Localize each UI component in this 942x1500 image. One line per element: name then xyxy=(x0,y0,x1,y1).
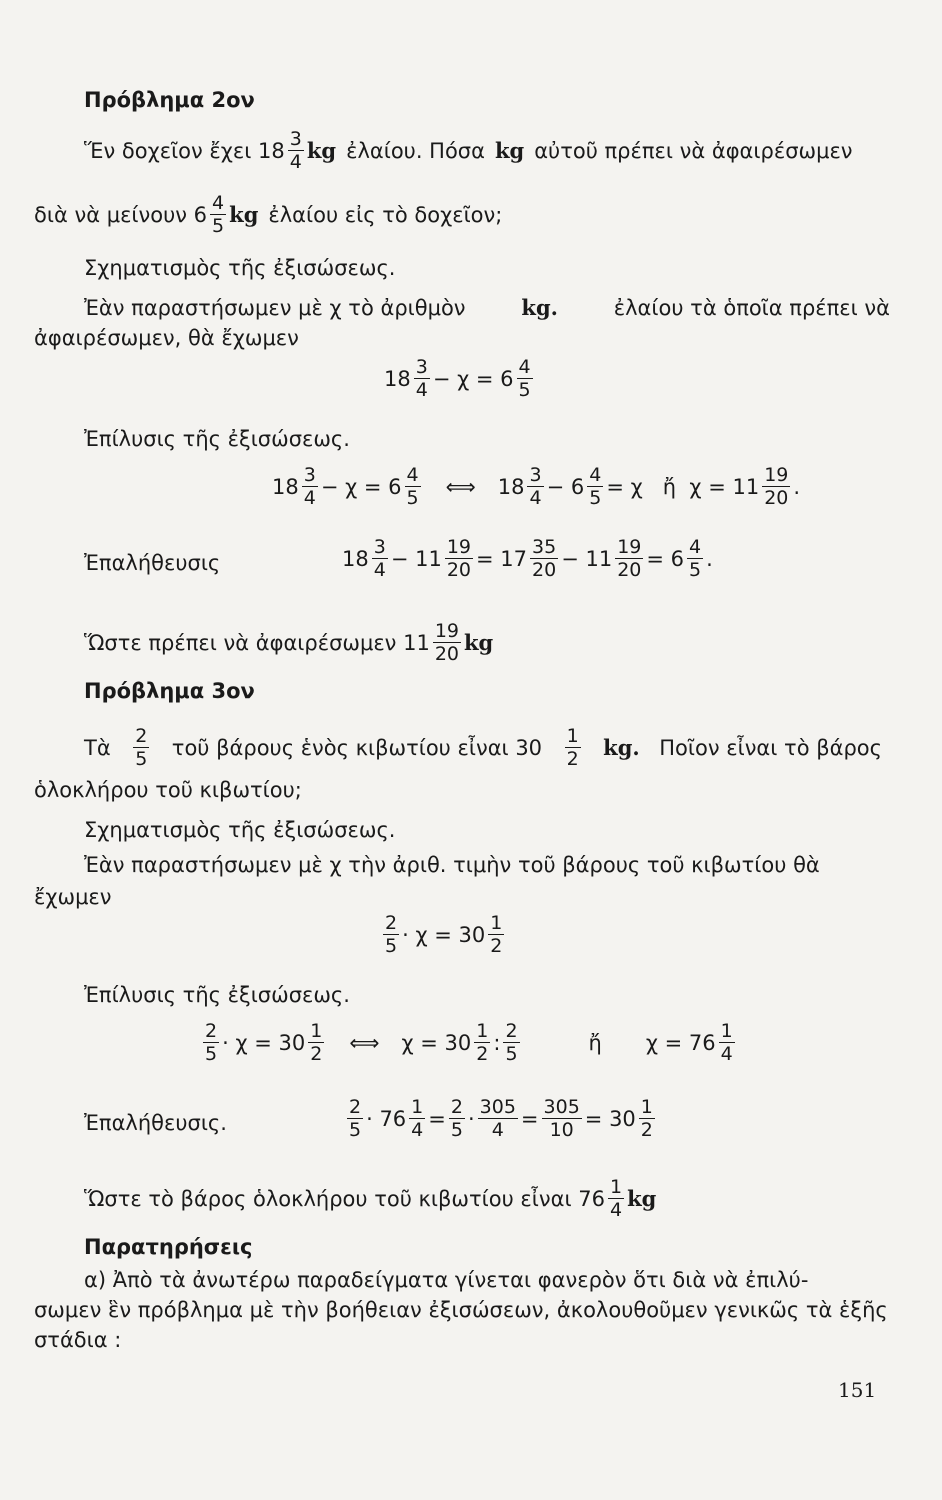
p3-l1-text-a: Τὰ xyxy=(84,735,111,760)
p3-equation xyxy=(380,912,507,957)
term: · 76 xyxy=(366,1106,407,1131)
fraction xyxy=(302,464,318,509)
numerator: 19 xyxy=(446,536,472,558)
numerator: 1 xyxy=(310,1020,323,1042)
numerator: 19 xyxy=(764,464,789,486)
p2-l1-text-c: αὐτοῦ πρέπει νὰ ἀφαιρέσωμεν xyxy=(534,138,853,163)
numerator: 1 xyxy=(490,912,503,934)
numerator: 3 xyxy=(289,128,302,150)
numerator: 1 xyxy=(476,1020,489,1042)
denominator: 5 xyxy=(385,935,398,957)
term: · xyxy=(467,1106,475,1131)
p2-verification-label: Ἐπαλήθευσις xyxy=(84,551,221,575)
p3-line2: ὁλοκλήρου τοῦ κιβωτίου; xyxy=(34,778,302,802)
denominator: 4 xyxy=(303,487,316,509)
kg-unit: kg. xyxy=(603,734,640,760)
numerator: 305 xyxy=(543,1096,580,1118)
operator: · χ = 30 xyxy=(402,922,486,947)
numerator: 2 xyxy=(349,1096,362,1118)
p3-line4: Ἐὰν παραστήσωμεν μὲ χ τὴν ἀριθ. τιμὴν τοῦ βάρους τοῦ κιβωτίου θὰ xyxy=(84,853,820,877)
p2-l1-text-a: Ἕν δοχεῖον ἔχει 18 xyxy=(84,138,285,163)
conclusion-text: Ὥστε πρέπει νὰ ἀφαιρέσωμεν 11 xyxy=(84,630,430,655)
term: − 11 xyxy=(390,546,442,571)
p2-line5: ἀφαιρέσωμεν, θὰ ἔχωμεν xyxy=(34,326,299,350)
p3-conclusion xyxy=(84,1176,942,1221)
denominator: 20 xyxy=(434,643,459,665)
numerator: 3 xyxy=(415,356,428,378)
remarks-line2: σωμεν ἓν πρόβλημα μὲ τὴν βοήθειαν ἐξισώσεων, ἀκολουθοῦμεν γενικῶς τὰ ἑξῆς xyxy=(34,1298,888,1322)
remarks-heading: Παρατηρήσεις xyxy=(84,1235,253,1259)
fraction xyxy=(542,1096,582,1141)
fraction xyxy=(587,464,603,509)
p3-verification-label: Ἐπαλήθευσις. xyxy=(84,1111,227,1135)
denominator: 4 xyxy=(289,151,302,173)
fraction xyxy=(474,1020,490,1065)
p3-solution-label: Ἐπίλυσις τῆς ἐξισώσεως. xyxy=(84,983,350,1007)
numerator: 1 xyxy=(640,1096,653,1118)
p2-l2-text-a: διὰ νὰ μείνουν 6 xyxy=(34,202,208,227)
fraction xyxy=(445,536,473,581)
numerator: 4 xyxy=(212,192,225,214)
denominator: 20 xyxy=(764,487,789,509)
p3-l1-text-b: τοῦ βάρους ἑνὸς κιβωτίου εἶναι 30 xyxy=(171,735,543,760)
kg-unit: kg. xyxy=(521,295,558,320)
term: − 6 xyxy=(546,474,585,499)
denominator: 5 xyxy=(505,1043,518,1065)
period: . xyxy=(793,474,801,499)
p3-verification-equation xyxy=(344,1096,658,1141)
term: = xyxy=(520,1106,539,1131)
denominator: 20 xyxy=(532,559,557,581)
denominator: 4 xyxy=(529,487,542,509)
denominator: 5 xyxy=(212,215,225,237)
problem2-heading: Πρόβλημα 2ον xyxy=(84,88,255,112)
denominator: 5 xyxy=(135,748,148,770)
fraction xyxy=(719,1020,735,1065)
fraction xyxy=(414,356,430,401)
numerator: 305 xyxy=(479,1096,516,1118)
p2-solution-label: Ἐπίλυσις τῆς ἐξισώσεως. xyxy=(84,427,350,451)
kg-unit: kg xyxy=(464,629,494,655)
fraction xyxy=(409,1096,425,1141)
p2-conclusion xyxy=(84,620,942,665)
denominator: 2 xyxy=(640,1119,653,1141)
kg-unit: kg xyxy=(627,1185,657,1211)
p2-equation xyxy=(384,356,536,401)
term: 18 xyxy=(342,546,369,571)
fraction xyxy=(308,1020,324,1065)
p3-l1-text-c: Ποῖον εἶναι τὸ βάρος xyxy=(659,735,882,760)
numerator: 1 xyxy=(609,1176,623,1198)
term: χ = 30 xyxy=(401,1030,472,1055)
p2-formation: Σχηματισμὸς τῆς ἐξισώσεως. xyxy=(84,256,396,280)
fraction-4-5 xyxy=(210,192,226,237)
whole: 18 xyxy=(384,366,411,391)
fraction xyxy=(530,536,558,581)
fraction-3-4 xyxy=(288,128,304,173)
fraction xyxy=(615,536,643,581)
numerator: 3 xyxy=(373,536,386,558)
numerator: 4 xyxy=(689,536,702,558)
p3-solution-equation xyxy=(200,1020,738,1065)
denominator: 5 xyxy=(406,487,419,509)
numerator: 1 xyxy=(720,1020,733,1042)
term: 18 xyxy=(497,474,525,499)
numerator: 2 xyxy=(385,912,398,934)
denominator: 5 xyxy=(518,379,531,401)
denominator: 2 xyxy=(476,1043,489,1065)
denominator: 4 xyxy=(609,1199,623,1221)
denominator: 10 xyxy=(549,1119,574,1141)
fraction xyxy=(372,536,388,581)
p2-solution-equation xyxy=(272,464,800,509)
numerator: 4 xyxy=(406,464,419,486)
numerator: 3 xyxy=(303,464,316,486)
fraction xyxy=(488,912,504,957)
denominator: 5 xyxy=(349,1119,362,1141)
p3-line5: ἔχωμεν xyxy=(34,885,112,909)
numerator: 3 xyxy=(529,464,542,486)
fraction xyxy=(203,1020,219,1065)
divide: : xyxy=(493,1030,501,1055)
problem2-line2 xyxy=(34,192,894,237)
p3-formation: Σχηματισμὸς τῆς ἐξισώσεως. xyxy=(84,818,396,842)
operator: − χ = 6 xyxy=(432,366,514,391)
problem3-heading: Πρόβλημα 3ον xyxy=(84,679,255,703)
term: = 17 xyxy=(476,546,528,571)
denominator: 5 xyxy=(589,487,602,509)
denominator: 2 xyxy=(490,935,503,957)
problem2-line4 xyxy=(84,293,890,323)
page-number: 151 xyxy=(838,1378,877,1402)
kg-unit: kg xyxy=(494,137,525,163)
numerator: 2 xyxy=(450,1096,463,1118)
conclusion-text: Ὥστε τὸ βάρος ὁλοκλήρου τοῦ κιβωτίου εἶναι 76 xyxy=(84,1186,605,1211)
denominator: 5 xyxy=(450,1119,463,1141)
term: − χ = 6 xyxy=(320,474,402,499)
numerator: 2 xyxy=(205,1020,218,1042)
fraction xyxy=(687,536,703,581)
fraction xyxy=(608,1176,624,1221)
fraction xyxy=(527,464,543,509)
fraction xyxy=(133,725,149,770)
problem2-line1 xyxy=(84,128,894,173)
numerator: 1 xyxy=(566,725,579,747)
denominator: 2 xyxy=(310,1043,323,1065)
fraction xyxy=(565,725,581,770)
fraction xyxy=(449,1096,465,1141)
term: − 11 xyxy=(561,546,613,571)
p2-verification-equation xyxy=(342,536,713,581)
numerator: 19 xyxy=(617,536,642,558)
term: χ = 76 xyxy=(645,1030,716,1055)
fraction xyxy=(383,912,399,957)
fraction xyxy=(405,464,421,509)
fraction xyxy=(347,1096,363,1141)
fraction xyxy=(762,464,790,509)
denominator: 4 xyxy=(411,1119,424,1141)
term: = χ ἤ χ = 11 xyxy=(606,474,760,499)
numerator: 19 xyxy=(434,620,459,642)
kg-unit: kg xyxy=(306,137,337,163)
denominator: 5 xyxy=(205,1043,218,1065)
term: 18 xyxy=(272,474,299,499)
fraction xyxy=(433,620,461,665)
denominator: 20 xyxy=(446,559,472,581)
p2-l4-text-a: Ἐὰν παραστήσωμεν μὲ χ τὸ ἀριθμὸν xyxy=(84,296,466,320)
iff-arrow: ⟺ xyxy=(349,1030,380,1055)
numerator: 35 xyxy=(532,536,557,558)
remarks-line3: στάδια : xyxy=(34,1328,122,1352)
term: = 30 xyxy=(584,1106,636,1131)
numerator: 2 xyxy=(505,1020,518,1042)
fraction xyxy=(503,1020,519,1065)
p2-l4-text-b: ἐλαίου τὰ ὁποῖα πρέπει νὰ xyxy=(613,296,890,320)
term: = 6 xyxy=(646,546,685,571)
term: · χ = 30 xyxy=(222,1030,306,1055)
numerator: 2 xyxy=(135,725,148,747)
denominator: 4 xyxy=(415,379,428,401)
numerator: 1 xyxy=(411,1096,424,1118)
kg-unit: kg xyxy=(229,201,259,227)
denominator: 4 xyxy=(720,1043,733,1065)
denominator: 2 xyxy=(566,748,579,770)
numerator: 4 xyxy=(518,356,531,378)
p2-l1-text-b: ἐλαίου. Πόσα xyxy=(346,138,485,163)
denominator: 4 xyxy=(373,559,386,581)
or-word: ἤ xyxy=(588,1030,602,1055)
remarks-line1: α) Ἀπὸ τὰ ἀνωτέρω παραδείγματα γίνεται φανερὸν ὅτι διὰ νὰ ἐπιλύ- xyxy=(84,1268,809,1292)
fraction xyxy=(639,1096,655,1141)
denominator: 4 xyxy=(491,1119,504,1141)
fraction xyxy=(517,356,533,401)
term: = xyxy=(428,1106,446,1131)
fraction xyxy=(478,1096,518,1141)
iff-arrow: ⟺ xyxy=(445,474,476,499)
period: . xyxy=(706,546,713,571)
numerator: 4 xyxy=(589,464,602,486)
problem3-line1 xyxy=(84,725,882,770)
denominator: 20 xyxy=(617,559,642,581)
denominator: 5 xyxy=(689,559,702,581)
p2-l2-text-b: ἐλαίου εἰς τὸ δοχεῖον; xyxy=(268,202,503,227)
